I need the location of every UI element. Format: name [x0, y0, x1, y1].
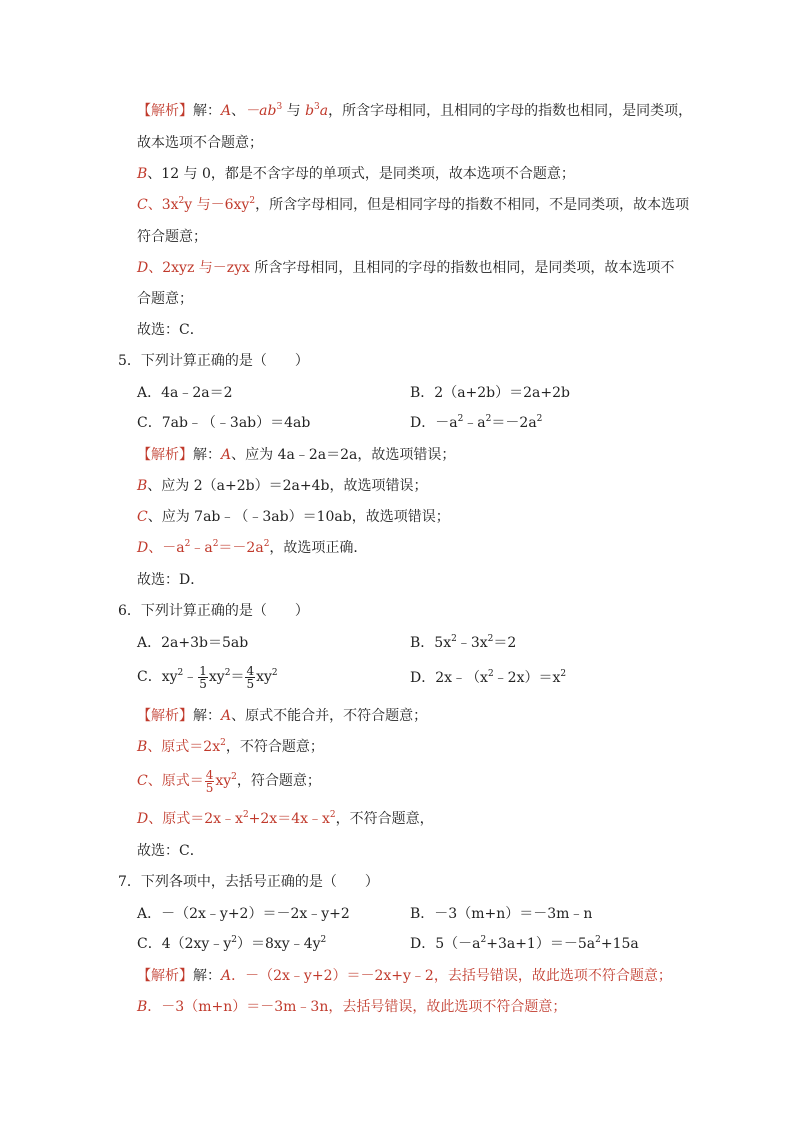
q5-answer: 故选：D．	[137, 572, 205, 588]
q6-analysis-line-2: B、原式$=2x^2$，不符合题意；	[137, 738, 324, 755]
q7-option-d: D．$5(-a^2+3a+1)=-5a^2+15a$	[410, 935, 639, 952]
q7-option-c: C．$4(2xy﹣y^2)=8xy﹣4y^2$	[137, 935, 327, 952]
q7-analysis-line-2: B．－3（m+n）＝－3m﹣3n，去括号错误，故此选项不符合题意；	[137, 999, 567, 1015]
q6-option-c: C．$xy^2﹣$ $\frac{1}{5}$ $xy^2=$ $\frac{4}{5}$ $xy^2$	[137, 663, 278, 691]
q5-analysis-line-3: C、应为 7ab﹣（﹣3ab）＝10ab，故选项错误；	[137, 509, 450, 525]
analysis-tag: 【解析】	[137, 103, 193, 119]
q6-option-d: D．$2x﹣(x^2﹣2x)=x^2$	[410, 669, 567, 686]
q4-answer: 故选：C．	[137, 322, 204, 338]
q6-option-b: B．$5x^2﹣3x^2=2$	[410, 634, 517, 651]
q4-analysis-line-5: 符合题意；	[137, 229, 207, 245]
q5-stem: 5．下列计算正确的是（ ）	[118, 353, 309, 369]
q4-analysis-line-7: 合题意；	[137, 291, 193, 307]
q4-analysis-line-2: 故本选项不合题意；	[137, 135, 263, 151]
fraction: $\frac{1}{5}$	[199, 663, 207, 691]
analysis-tag: 【解析】	[137, 968, 193, 984]
q5-option-d: D．$-a^2﹣a^2=-2a^2$	[410, 414, 543, 431]
q4-analysis-line-4: C、$3x^2y$ 与$-6xy^2$，所含字母相同，但是相同字母的指数不相同，不是同类项，故本选项	[137, 196, 690, 213]
q5-analysis-line-4: D、$-a^2﹣a^2=-2a^2$，故选项正确．	[137, 539, 368, 556]
q6-analysis-line-3: C、原式＝ $\frac{4}{5}$ $xy^2$，符合题意；	[137, 767, 321, 795]
q5-option-b: B．2（a+2b）＝2a+2b	[410, 385, 570, 401]
q7-analysis-line-1: 【解析】解：A．－（2x﹣y+2）＝－2x+y﹣2，去括号错误，故此选项不符合题意；	[137, 968, 672, 984]
q7-option-a: A．－（2x﹣y+2）＝－2x﹣y+2	[137, 906, 350, 922]
fraction: $\frac{4}{5}$	[246, 663, 255, 691]
fraction: $\frac{4}{5}$	[205, 767, 214, 795]
q7-option-b: B．－3（m+n）＝－3m﹣n	[410, 906, 593, 922]
analysis-tag: 【解析】	[137, 447, 193, 463]
q4-analysis-line-6: D、2xyz 与－zyx 所含字母相同，且相同的字母的指数也相同，是同类项，故本选项不	[137, 260, 675, 276]
q6-stem: 6．下列计算正确的是（ ）	[118, 603, 309, 619]
q5-analysis-line-2: B、应为 2（a+2b）＝2a+4b，故选项错误；	[137, 478, 428, 494]
q6-option-a: A．2a+3b＝5ab	[137, 635, 249, 651]
q6-analysis-line-4: D、原式$=2x﹣x^2+2x=4x﹣x^2$，不符合题意，	[137, 810, 434, 827]
analysis-tag: 【解析】	[137, 708, 193, 724]
q6-answer: 故选：C．	[137, 843, 204, 859]
q5-option-c: C．7ab﹣（﹣3ab）＝4ab	[137, 415, 311, 431]
q4-analysis-line-3: B、12 与 0，都是不含字母的单项式，是同类项，故本选项不合题意；	[137, 166, 575, 182]
q4-analysis-line-1: 【解析】解：A、$-ab^3$ 与 $b^3a$，所含字母相同，且相同的字母的指数也相同，是同类项，	[137, 102, 693, 119]
q7-stem: 7．下列各项中，去括号正确的是（ ）	[118, 874, 379, 890]
q5-analysis-line-1: 【解析】解：A、应为 4a﹣2a＝2a，故选项错误；	[137, 447, 456, 463]
q6-analysis-line-1: 【解析】解：A、原式不能合并，不符合题意；	[137, 708, 428, 724]
q5-option-a: A．4a﹣2a＝2	[137, 385, 233, 401]
